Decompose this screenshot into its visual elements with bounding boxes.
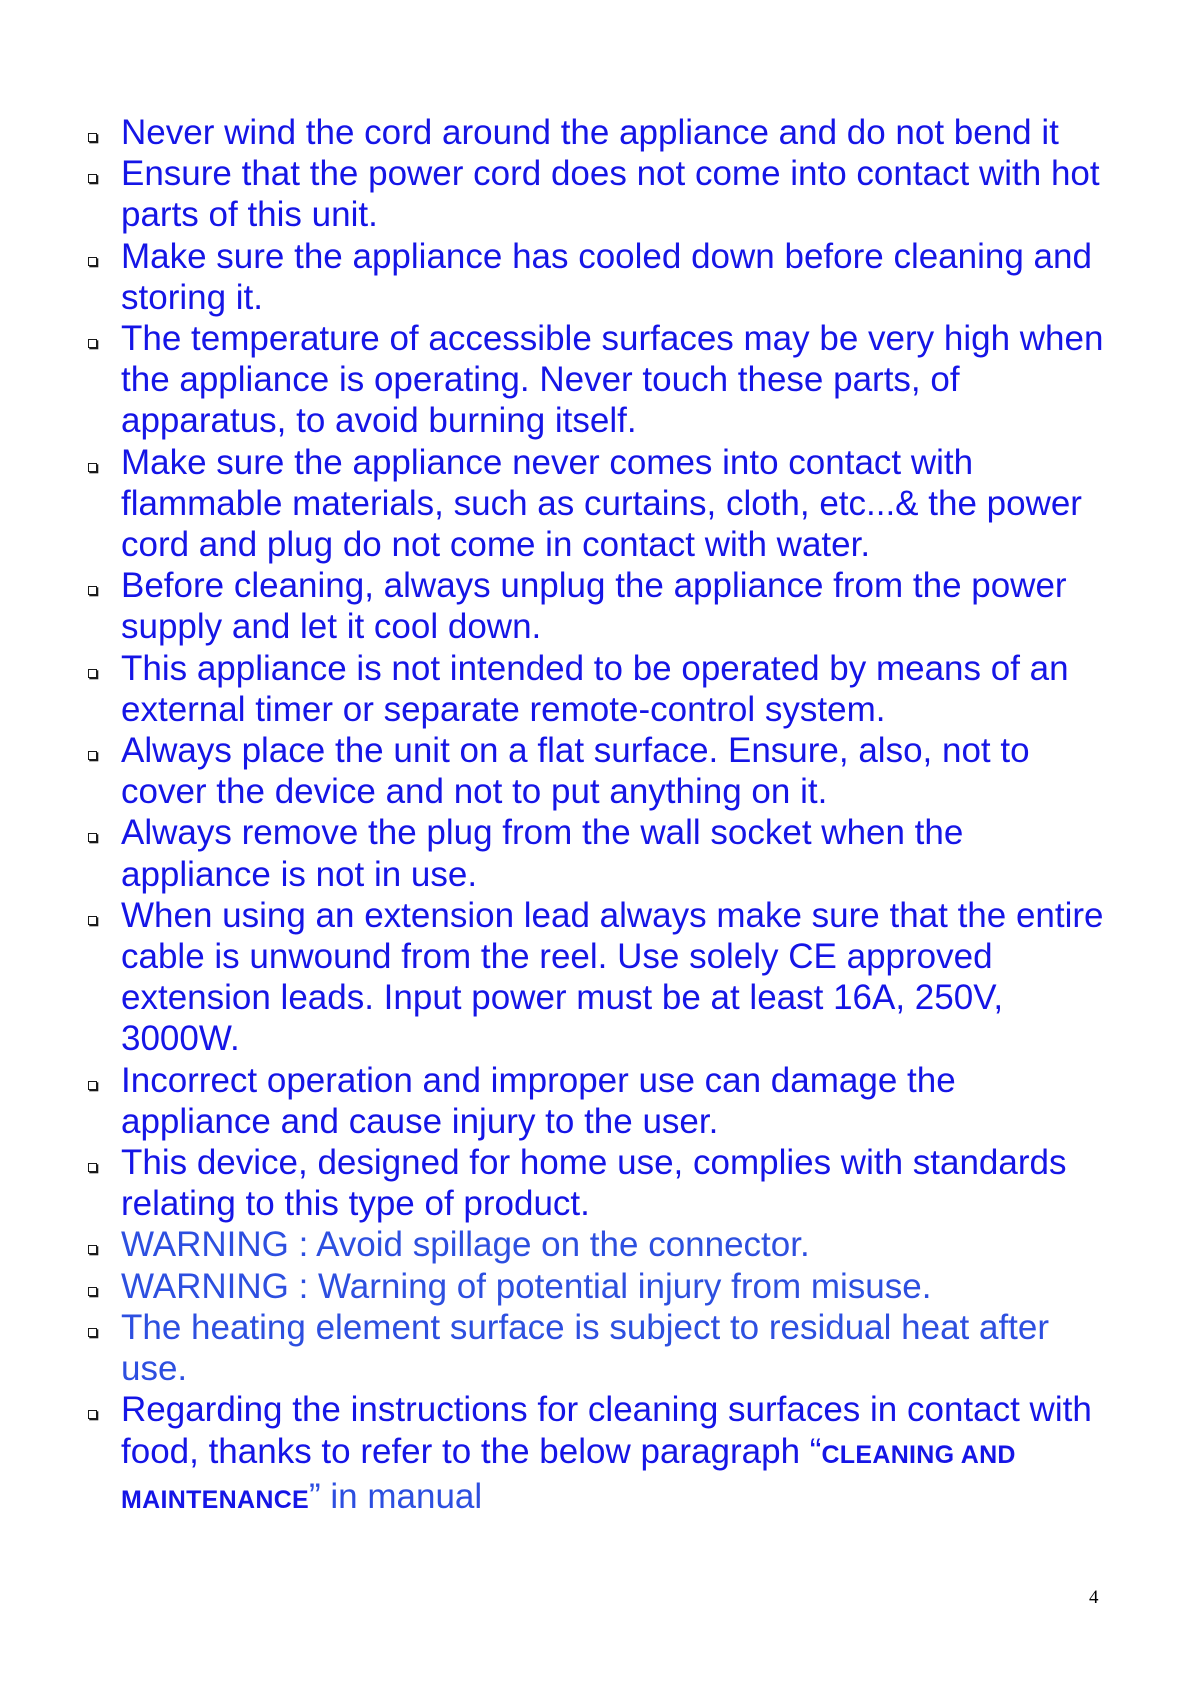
square-bullet-icon xyxy=(88,916,97,925)
instruction-text: Make sure the appliance never comes into contact with flammable materials, such as curtains, cloth, etc...& the power cord and plug do not come in contact with water. xyxy=(121,442,1082,565)
instruction-text: Ensure that the power cord does not come into contact with hot parts of this unit. xyxy=(121,154,1100,235)
instruction-text: Make sure the appliance has cooled down before cleaning and storing it. xyxy=(121,236,1092,317)
list-item xyxy=(82,895,1112,1060)
square-bullet-icon xyxy=(88,586,97,595)
instruction-text: Regarding the instructions for cleaning surfaces in contact with food, thanks to refer to the below paragraph “ xyxy=(121,1390,1092,1471)
instruction-text: The temperature of accessible surfaces may be very high when the appliance is operating. Never touch these parts, of apparatus, to avoid burning itself. xyxy=(121,319,1104,441)
square-bullet-icon xyxy=(88,133,97,142)
list-item xyxy=(82,812,1112,894)
list-item xyxy=(82,1142,1112,1224)
instruction-text: This appliance is not intended to be operated by means of an external timer or separate remote-control system. xyxy=(121,648,1069,729)
instruction-text: Incorrect operation and improper use can damage the appliance and cause injury to the user. xyxy=(121,1060,956,1141)
square-bullet-icon xyxy=(88,1163,97,1172)
square-bullet-icon xyxy=(88,833,97,842)
safety-instructions-list xyxy=(82,112,1112,1521)
square-bullet-icon xyxy=(88,174,97,183)
square-bullet-icon xyxy=(88,751,97,760)
list-item xyxy=(82,730,1112,812)
square-bullet-icon xyxy=(88,257,97,266)
square-bullet-icon xyxy=(88,1328,97,1337)
instruction-text: When using an extension lead always make sure that the entire cable is unwound from the reel. Use solely CE approved extension leads. Input power must be at least 16A, 250V, 3000W. xyxy=(121,895,1104,1059)
square-bullet-icon xyxy=(88,1245,97,1254)
list-item xyxy=(82,442,1112,566)
list-item xyxy=(82,1307,1112,1389)
list-item xyxy=(82,1389,1112,1521)
instruction-text-end: ” in manual xyxy=(309,1476,483,1516)
section-reference: CLEANING AND MAINTENANCE xyxy=(121,1440,1016,1514)
page-number: 4 xyxy=(1089,1587,1099,1608)
instruction-text: The heating element surface is subject to residual heat after use. xyxy=(121,1307,1050,1389)
list-item xyxy=(82,1224,1112,1265)
list-item xyxy=(82,153,1112,235)
instruction-text: This device, designed for home use, complies with standards relating to this type of product. xyxy=(121,1143,1067,1224)
square-bullet-icon xyxy=(88,339,97,348)
square-bullet-icon xyxy=(88,1287,97,1296)
instruction-text: WARNING : Avoid spillage on the connector. xyxy=(121,1225,810,1265)
list-item xyxy=(82,318,1112,442)
list-item xyxy=(82,648,1112,730)
instruction-text: Always remove the plug from the wall socket when the appliance is not in use. xyxy=(121,813,964,894)
square-bullet-icon xyxy=(88,1410,97,1419)
instruction-text: Never wind the cord around the appliance and do not bend it xyxy=(121,113,1059,152)
list-item xyxy=(82,112,1112,153)
list-item xyxy=(82,565,1112,647)
instruction-text: WARNING : Warning of potential injury from misuse. xyxy=(121,1266,932,1306)
square-bullet-icon xyxy=(88,463,97,472)
instruction-text: Before cleaning, always unplug the appliance from the power supply and let it cool down. xyxy=(121,566,1067,647)
list-item xyxy=(82,236,1112,318)
instruction-text: Always place the unit on a flat surface. Ensure, also, not to cover the device and not to put anything on it. xyxy=(121,731,1030,812)
list-item xyxy=(82,1266,1112,1307)
square-bullet-icon xyxy=(88,669,97,678)
list-item xyxy=(82,1060,1112,1142)
square-bullet-icon xyxy=(88,1081,97,1090)
